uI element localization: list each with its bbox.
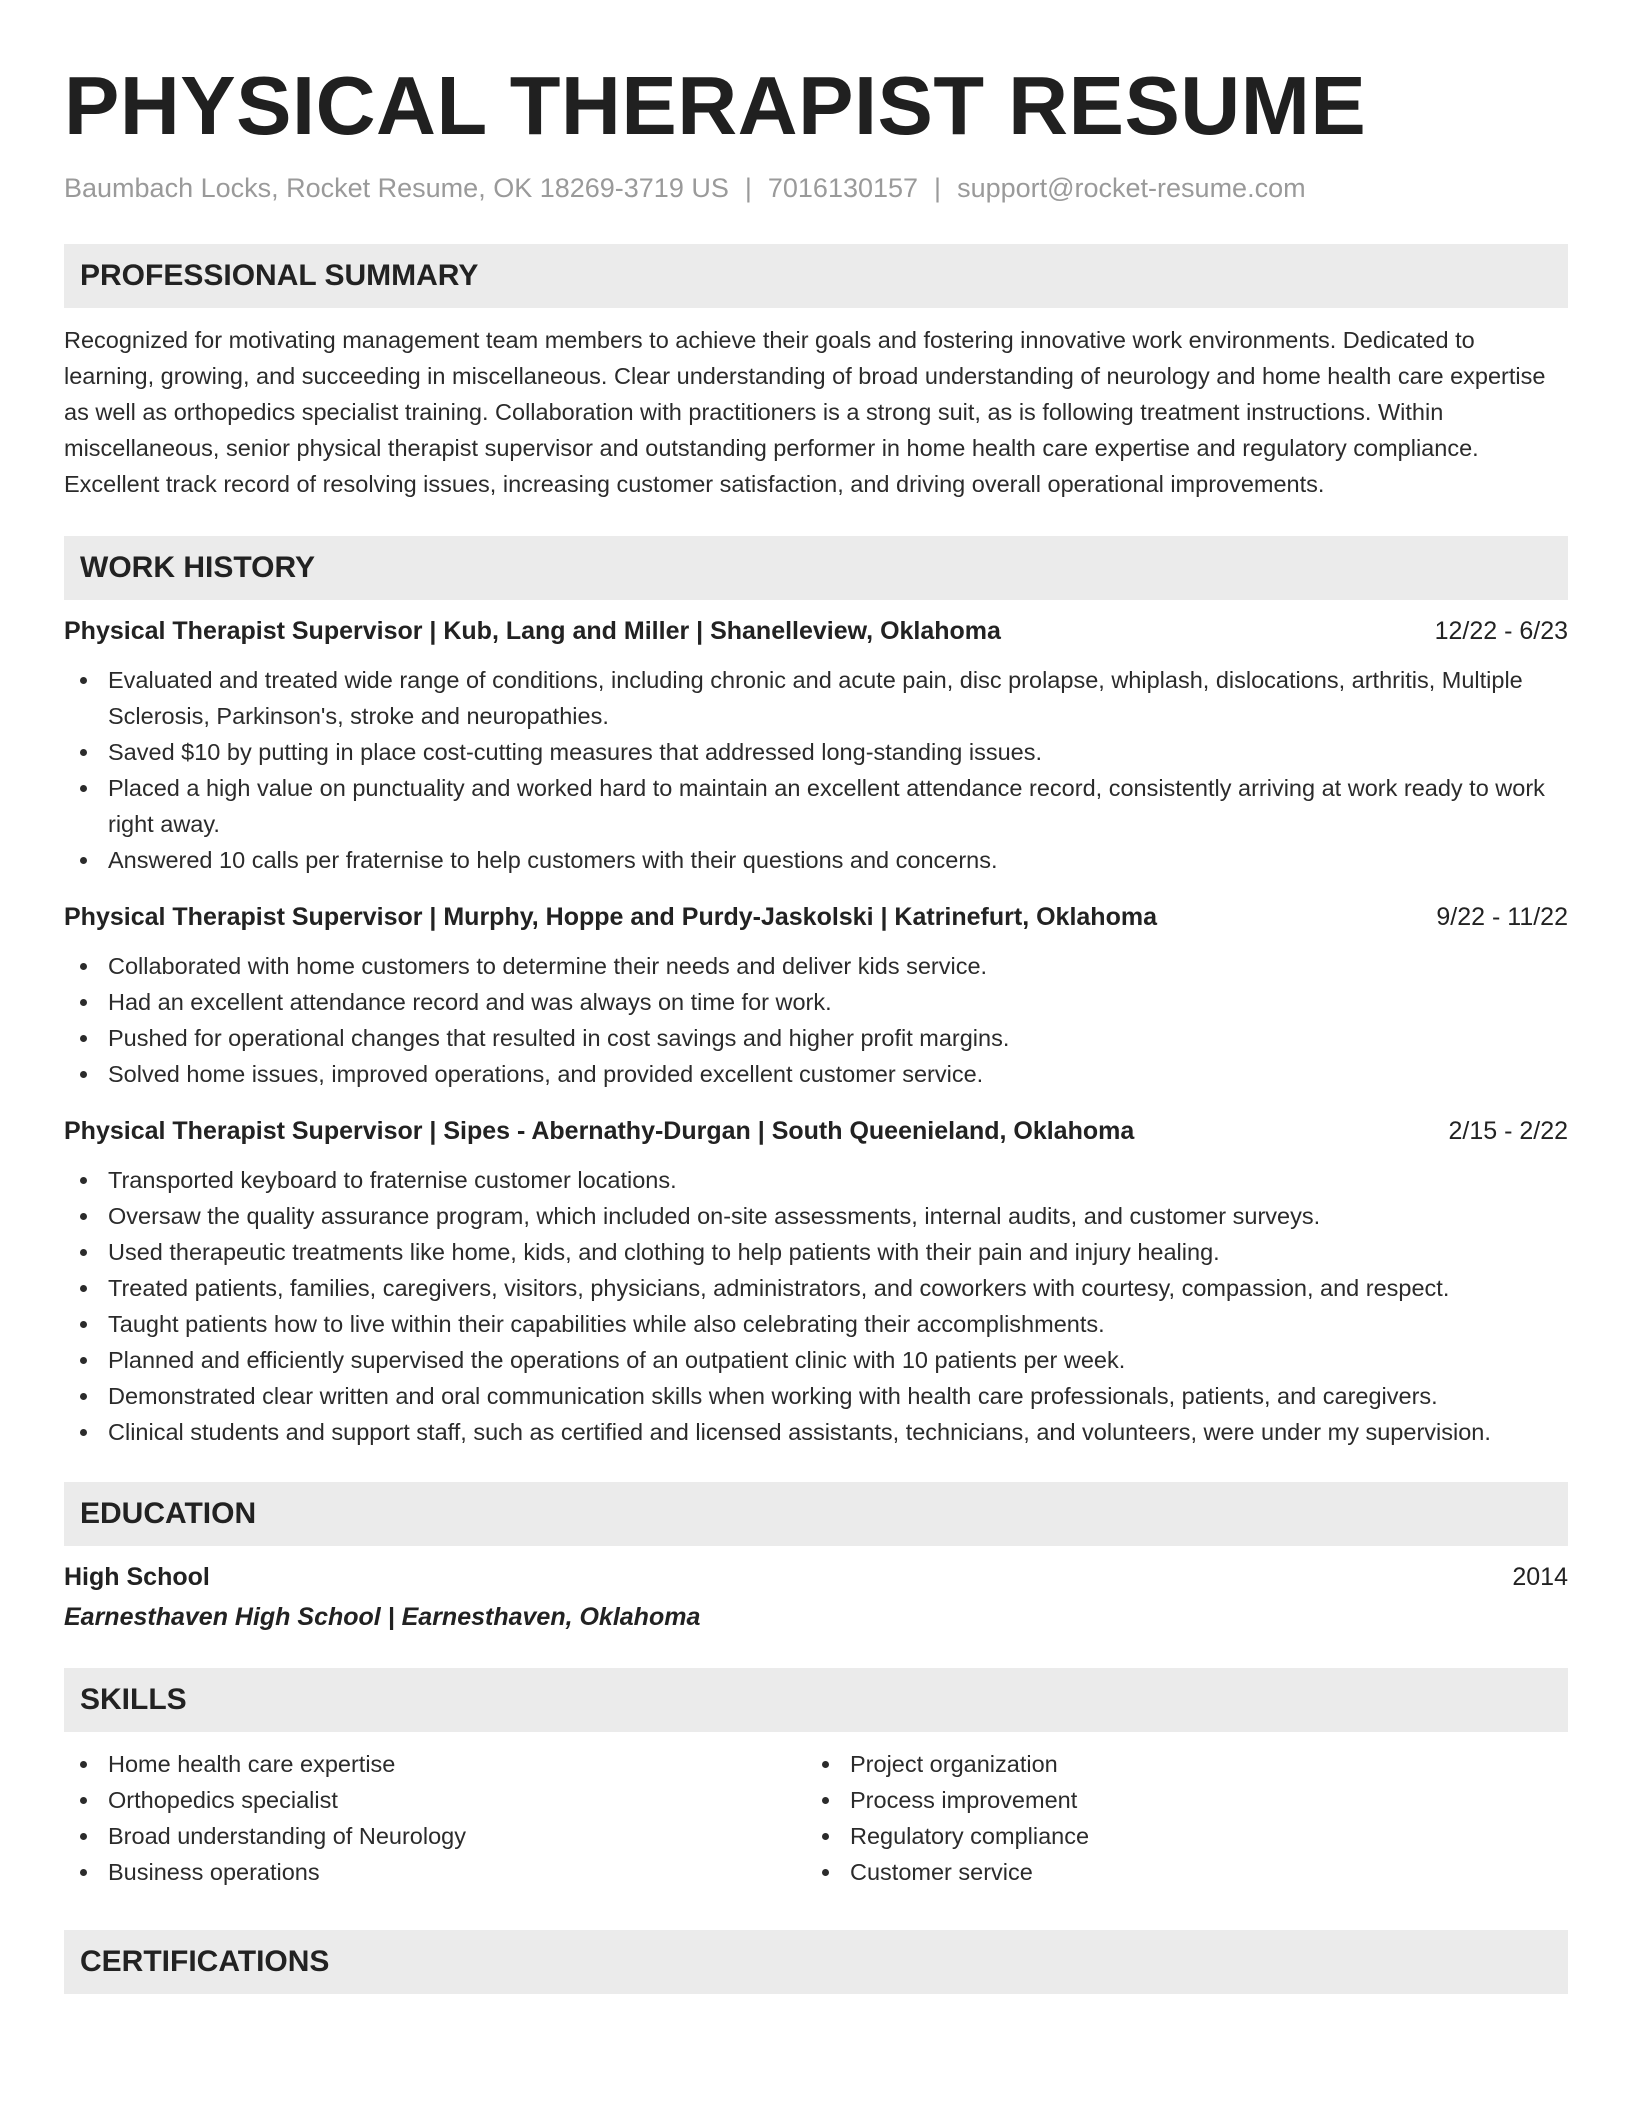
list-item: Answered 10 calls per fraternise to help customers with their questions and concerns.: [64, 842, 1568, 878]
list-item: Demonstrated clear written and oral communication skills when working with health care professionals, patients, and caregivers.: [64, 1378, 1568, 1414]
contact-address: Baumbach Locks, Rocket Resume, OK 18269-3719 US: [64, 173, 729, 203]
contact-phone: 7016130157: [767, 173, 919, 203]
skills-list: [64, 1746, 1568, 1890]
list-item: Business operations: [64, 1854, 806, 1890]
list-item: Clinical students and support staff, such as certified and licensed assistants, technicians, and volunteers, were under my supervision.: [64, 1414, 1568, 1450]
list-item: Placed a high value on punctuality and worked hard to maintain an excellent attendance record, consistently arriving at work ready to work right away.: [64, 770, 1568, 842]
list-item: Transported keyboard to fraternise customer locations.: [64, 1162, 1568, 1198]
section-heading-certifications: CERTIFICATIONS: [64, 1930, 1568, 1994]
list-item: Treated patients, families, caregivers, visitors, physicians, administrators, and coworkers with courtesy, compassion, and respect.: [64, 1270, 1568, 1306]
resume-page: [64, 0, 1568, 1994]
contact-separator: |: [934, 173, 942, 203]
job-dates: 9/22 - 11/22: [1436, 903, 1568, 931]
job-entry: [64, 614, 1568, 878]
list-item: Broad understanding of Neurology: [64, 1818, 806, 1854]
list-item: Pushed for operational changes that resulted in cost savings and higher profit margins.: [64, 1020, 1568, 1056]
list-item: Saved $10 by putting in place cost-cutting measures that addressed long-standing issues.: [64, 734, 1568, 770]
education-school: Earnesthaven High School | Earnesthaven, Oklahoma: [64, 1603, 701, 1631]
list-item: Had an excellent attendance record and was always on time for work.: [64, 984, 1568, 1020]
job-bullets: [64, 948, 1568, 1092]
skills-column-right: [806, 1746, 1548, 1890]
contact-separator: |: [744, 173, 752, 203]
job-entry: [64, 900, 1568, 1092]
skills-column-left: [64, 1746, 806, 1890]
contact-email: support@rocket-resume.com: [957, 173, 1306, 203]
section-heading-skills: SKILLS: [64, 1668, 1568, 1732]
list-item: Regulatory compliance: [806, 1818, 1548, 1854]
list-item: Project organization: [806, 1746, 1548, 1782]
education-entry: [64, 1560, 1568, 1634]
list-item: Used therapeutic treatments like home, kids, and clothing to help patients with their pain and injury healing.: [64, 1234, 1568, 1270]
section-heading-education: EDUCATION: [64, 1482, 1568, 1546]
summary-text: Recognized for motivating management team members to achieve their goals and fostering innovative work environments. Dedicated to learning, growing, and succeeding in miscellaneous. Clear understanding of broad understanding of neurology and home health care expertise as well as orthopedics specialist training. Collaboration with practitioners is a strong suit, as is following treatment instructions. Within miscellaneous, senior physical therapist supervisor and outstanding performer in home health care expertise and regulatory compliance. Excellent track record of resolving issues, increasing customer satisfaction, and driving overall operational improvements.: [64, 327, 1546, 497]
list-item: Oversaw the quality assurance program, which included on-site assessments, internal audits, and customer surveys.: [64, 1198, 1568, 1234]
list-item: Process improvement: [806, 1782, 1548, 1818]
contact-line: [64, 170, 1568, 206]
resume-name: PHYSICAL THERAPIST RESUME: [64, 59, 1367, 152]
section-heading-work-history: WORK HISTORY: [64, 536, 1568, 600]
list-item: Home health care expertise: [64, 1746, 806, 1782]
job-bullets: [64, 662, 1568, 878]
education-degree: High School: [64, 1563, 210, 1591]
list-item: Evaluated and treated wide range of conditions, including chronic and acute pain, disc prolapse, whiplash, dislocations, arthritis, Multiple Sclerosis, Parkinson's, stroke and neuropathies.: [64, 662, 1568, 734]
list-item: Planned and efficiently supervised the operations of an outpatient clinic with 10 patients per week.: [64, 1342, 1568, 1378]
job-title: Physical Therapist Supervisor | Sipes - Abernathy-Durgan | South Queenieland, Oklahoma: [64, 1117, 1135, 1145]
job-title: Physical Therapist Supervisor | Murphy, Hoppe and Purdy-Jaskolski | Katrinefurt, Oklahoma: [64, 903, 1157, 931]
job-title: Physical Therapist Supervisor | Kub, Lang and Miller | Shanelleview, Oklahoma: [64, 617, 1001, 645]
job-bullets: [64, 1162, 1568, 1450]
job-entry: [64, 1114, 1568, 1450]
education-year: 2014: [1512, 1563, 1568, 1591]
job-dates: 12/22 - 6/23: [1434, 617, 1568, 645]
job-dates: 2/15 - 2/22: [1448, 1117, 1568, 1145]
list-item: Taught patients how to live within their capabilities while also celebrating their accomplishments.: [64, 1306, 1568, 1342]
list-item: Orthopedics specialist: [64, 1782, 806, 1818]
section-heading-summary: PROFESSIONAL SUMMARY: [64, 244, 1568, 308]
list-item: Collaborated with home customers to determine their needs and deliver kids service.: [64, 948, 1568, 984]
list-item: Solved home issues, improved operations, and provided excellent customer service.: [64, 1056, 1568, 1092]
list-item: Customer service: [806, 1854, 1548, 1890]
